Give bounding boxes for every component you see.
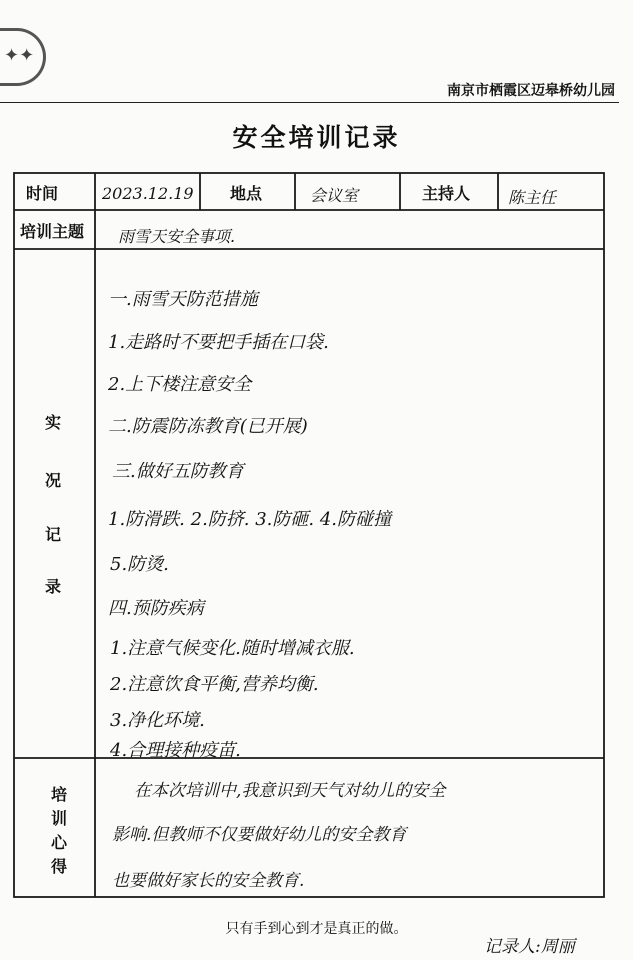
experience-label-char: 得 bbox=[50, 857, 67, 876]
experience-line: 在本次培训中,我意识到天气对幼儿的安全 bbox=[134, 781, 446, 801]
topic-label: 培训主题 bbox=[20, 222, 85, 241]
experience-line: 影响.但教师不仅要做好幼儿的安全教育 bbox=[112, 825, 407, 845]
experience-label-char: 培 bbox=[50, 785, 67, 804]
record-line: 1.注意气候变化.随时增减衣服. bbox=[110, 638, 355, 659]
experience-label-char: 训 bbox=[50, 809, 67, 828]
record-line: 1.防滑跌. 2.防挤. 3.防砸. 4.防碰撞 bbox=[108, 509, 392, 530]
host-value: 陈主任 bbox=[508, 188, 557, 207]
page-title: 安全培训记录 bbox=[232, 123, 401, 152]
record-label-char: 况 bbox=[44, 471, 61, 490]
place-value: 会议室 bbox=[310, 186, 359, 205]
recorder-signature: 记录人:周丽 bbox=[484, 937, 575, 957]
topic-value: 雨雪天安全事项. bbox=[118, 227, 236, 246]
record-line: 四.预防疾病 bbox=[108, 598, 204, 619]
kindergarten-logo: ✦✦ bbox=[0, 28, 46, 86]
time-label: 时间 bbox=[26, 184, 59, 203]
record-label-char: 录 bbox=[44, 577, 61, 596]
record-line: 一.雨雪天防范措施 bbox=[108, 289, 258, 310]
record-label-char: 实 bbox=[44, 413, 61, 432]
record-line: 二.防震防冻教育(已开展) bbox=[108, 416, 308, 437]
host-label: 主持人 bbox=[422, 184, 471, 203]
place-label: 地点 bbox=[230, 184, 263, 203]
experience-label-char: 心 bbox=[50, 833, 67, 852]
record-line: 3.净化环境. bbox=[110, 710, 205, 731]
record-line: 2.上下楼注意安全 bbox=[108, 374, 252, 395]
footer-motto: 只有手到心到才是真正的做。 bbox=[225, 921, 408, 937]
experience-line: 也要做好家长的安全教育. bbox=[112, 871, 305, 891]
record-line: 4.合理接种疫苗. bbox=[110, 740, 241, 761]
record-line: 1.走路时不要把手插在口袋. bbox=[108, 332, 329, 353]
record-label-char: 记 bbox=[44, 525, 61, 544]
record-line: 5.防烫. bbox=[110, 554, 169, 575]
time-value: 2023.12.19 bbox=[102, 184, 194, 203]
record-line: 三.做好五防教育 bbox=[112, 461, 244, 482]
school-name: 南京市栖霞区迈皋桥幼儿园 bbox=[447, 83, 615, 99]
record-line: 2.注意饮食平衡,营养均衡. bbox=[110, 674, 319, 695]
